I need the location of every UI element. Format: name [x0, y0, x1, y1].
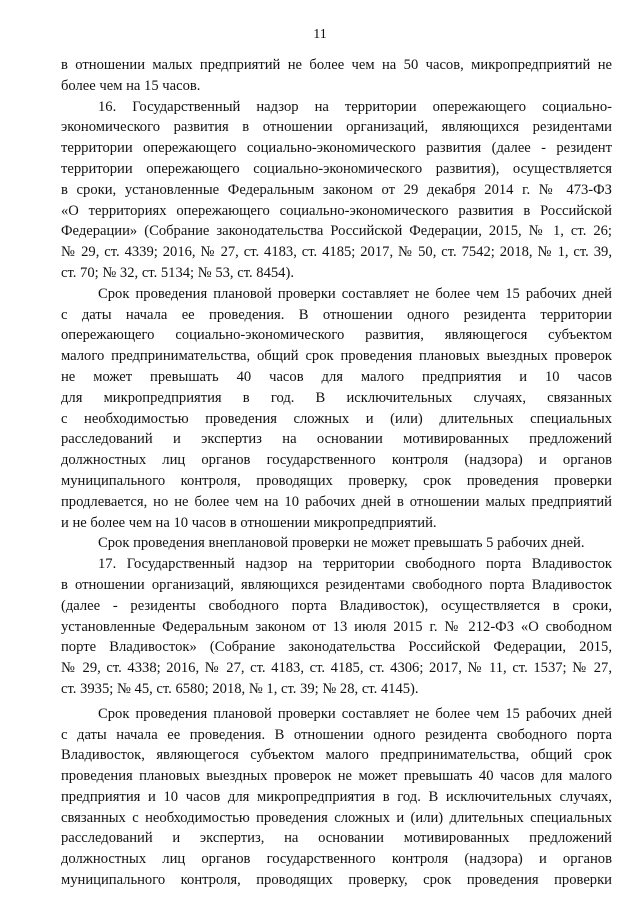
text-line: № 29, ст. 4338; 2016, № 27, ст. 4183, ст. 4185, ст. 4306; 2017, № 11, ст. 1537; № 27,: [61, 660, 612, 677]
text-line: муниципального контроля, проводящих проверку, срок проведения проверки: [61, 872, 612, 889]
text-line: должностных лиц органов государственного контроля (надзора) и органов: [61, 851, 612, 868]
text-line: расследований и экспертиз на основании мотивированных предложений: [61, 431, 612, 448]
text-line: в сроки, установленные Федеральным законом от 29 декабря 2014 г. № 473-ФЗ: [61, 181, 612, 198]
text-line: более чем на 15 часов.: [61, 77, 201, 94]
text-line: для микропредприятия в год. В исключительных случаях, связанных: [61, 389, 612, 406]
text-line: с необходимостью проведения сложных и (или) длительных специальных: [61, 410, 612, 427]
text-line: опережающего социально-экономического развития, являющегося субъектом: [61, 327, 612, 344]
text-line: проведения плановых выездных проверок не может превышать 40 часов для малого: [61, 768, 612, 785]
text-line: экономического развития в отношении организаций, являющихся резидентами: [61, 119, 612, 136]
text-line: Срок проведения внеплановой проверки не может превышать 5 рабочих дней.: [98, 535, 585, 552]
text-line: и не более чем на 10 часов в отношении микропредприятий.: [61, 514, 437, 531]
text-line: 17. Государственный надзор на территории свободного порта Владивосток: [98, 556, 612, 573]
text-line: «О территориях опережающего социально-экономического развития в Российской: [61, 202, 612, 219]
text-line: ст. 3935; № 45, ст. 6580; 2018, № 1, ст. 39; № 28, ст. 4145).: [61, 680, 419, 697]
text-line: Срок проведения плановой проверки составляет не более чем 15 рабочих дней: [98, 285, 612, 302]
text-line: установленные Федеральным законом от 13 июля 2015 г. № 212-ФЗ «О свободном: [61, 618, 612, 635]
text-line: в отношении малых предприятий не более чем на 50 часов, микропредприятий не: [61, 57, 612, 73]
text-line: муниципального контроля, проводящих проверку, срок проведения проверки: [61, 472, 612, 489]
text-line: малого предпринимательства, общий срок проведения плановых выездных проверок: [61, 348, 612, 365]
text-line: № 29, ст. 4339; 2016, № 27, ст. 4183, ст. 4185; 2017, № 50, ст. 7542; 2018, № 1, ст. 39,: [61, 244, 612, 261]
text-line: с даты начала ее проведения. В отношении одного резидента территории: [61, 306, 612, 323]
text-line: (далее - резиденты свободного порта Владивосток), осуществляется в сроки,: [61, 597, 612, 614]
text-line: 16. Государственный надзор на территории опережающего социально-: [98, 98, 612, 115]
page-number: 11: [313, 27, 327, 42]
text-line: порте Владивосток» (Собрание законодательства Российской Федерации, 2015,: [61, 639, 612, 656]
text-line: с даты начала ее проведения. В отношении одного резидента свободного порта: [61, 726, 612, 743]
text-line: ст. 70; № 32, ст. 5134; № 53, ст. 8454).: [61, 264, 294, 281]
text-line: предприятия и 10 часов для микропредприятия в год. В исключительных случаях,: [61, 788, 612, 805]
text-line: территории опережающего социально-экономического развития), осуществляется: [61, 160, 612, 177]
text-line: расследований и экспертиз, на основании мотивированных предложений: [61, 830, 612, 847]
text-line: продлевается, но не более чем на 10 рабочих дней в отношении малых предприятий: [61, 493, 612, 510]
text-line: не может превышать 40 часов для малого предприятия и 10 часов: [61, 368, 612, 385]
text-line: Владивосток, являющегося субъектом малого предпринимательства, общий срок: [61, 747, 612, 764]
document-body: [61, 55, 612, 891]
text-line: в отношении организаций, являющихся резидентами свободного порта Владивосток: [61, 576, 612, 593]
text-line: Федерации» (Собрание законодательства Российской Федерации, 2015, № 1, ст. 26;: [61, 223, 612, 240]
text-line: связанных с необходимостью проведения сложных и (или) длительных специальных: [61, 809, 612, 826]
text-line: территории опережающего социально-экономического развития (далее - резидент: [61, 140, 612, 157]
text-line: должностных лиц органов государственного контроля (надзора) и органов: [61, 452, 612, 469]
text-line: Срок проведения плановой проверки составляет не более чем 15 рабочих дней: [98, 705, 612, 722]
